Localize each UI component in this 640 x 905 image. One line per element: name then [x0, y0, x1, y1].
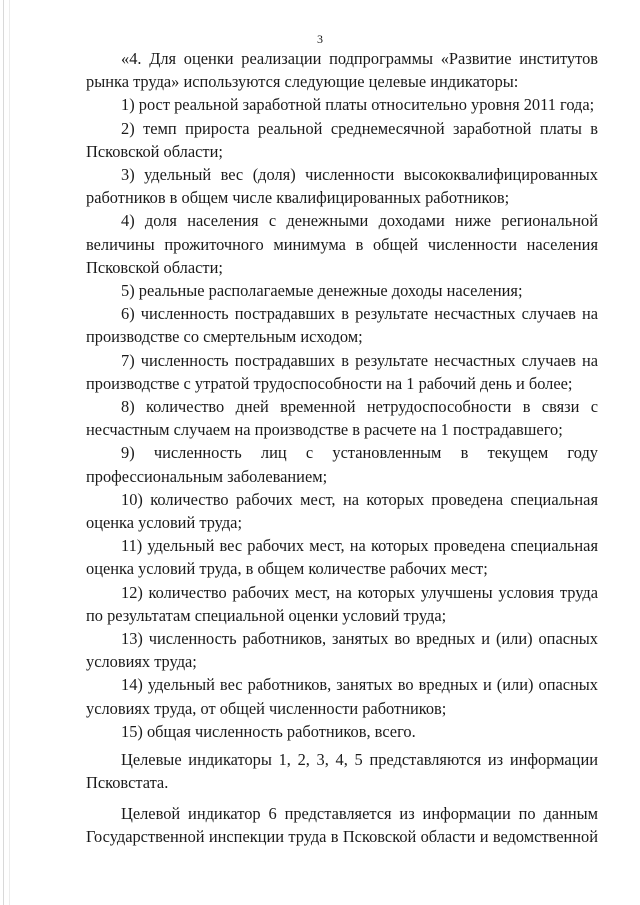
list-item-2: 2) темп прироста реальной среднемесячной заработной платы в Псковской области; [86, 118, 598, 161]
list-item-4: 4) доля населения с денежными доходами ниже региональной величины прожиточного минимума в общей численности населения Псковской области; [86, 211, 598, 277]
list-item-12: 12) количество рабочих мест, на которых улучшены условия труда по результатам специальной оценки условий труда; [86, 582, 598, 625]
list-item-3: 3) удельный вес (доля) численности высококвалифицированных работников в общем числе квалифицированных работников; [86, 165, 598, 208]
list-item-5: 5) реальные располагаемые денежные доходы населения; [121, 281, 523, 301]
paragraph-indicator-6: Целевой индикатор 6 представляется из информации по данным Государственной инспекции труда в Псковской области и ведомственной [86, 803, 598, 846]
list-item-15: 15) общая численность работников, всего. [121, 721, 416, 741]
list-item-8: 8) количество дней временной нетрудоспособности в связи с несчастным случаем на производстве в расчете на 1 пострадавшего; [86, 397, 598, 440]
scan-edge-line [3, 0, 4, 905]
document-body [86, 47, 598, 848]
list-item-1: 1) рост реальной заработной платы относительно уровня 2011 года; [121, 95, 595, 115]
list-item-6: 6) численность пострадавших в результате несчастных случаев на производстве со смертельным исходом; [86, 304, 598, 347]
scan-edge-line-inner [9, 0, 10, 905]
page-number: 3 [317, 32, 323, 46]
list-item-7: 7) численность пострадавших в результате несчастных случаев на производстве с утратой трудоспособности на 1 рабочий день и более; [86, 350, 598, 393]
list-item-11: 11) удельный вес рабочих мест, на которых проведена специальная оценка условий труда, в общем количестве рабочих мест; [86, 536, 598, 579]
list-item-14: 14) удельный вес работников, занятых во вредных и (или) опасных условиях труда, от общей численности работников; [86, 675, 598, 718]
list-item-9: 9) численность лиц с установленным в текущем году профессиональным заболеванием; [86, 443, 598, 486]
paragraph-indicators-source: Целевые индикаторы 1, 2, 3, 4, 5 представляются из информации Псковстата. [86, 750, 598, 793]
list-item-10: 10) количество рабочих мест, на которых проведена специальная оценка условий труда; [86, 489, 598, 533]
list-item-13: 13) численность работников, занятых во вредных и (или) опасных условиях труда; [86, 629, 598, 672]
paragraph-intro: «4. Для оценки реализации подпрограммы «Развитие институтов рынка труда» используются следующие целевые индикаторы: [86, 49, 598, 92]
